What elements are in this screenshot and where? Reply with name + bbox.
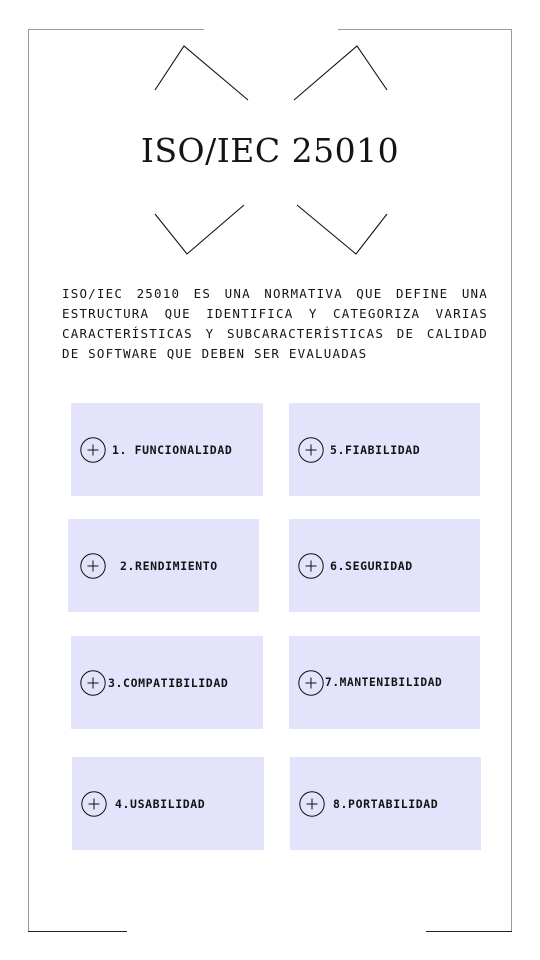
card-rendimiento[interactable] [68,519,259,612]
card-label: 7.MANTENIBILIDAD [325,676,443,689]
chevron-top-right [294,46,387,100]
card-funcionalidad[interactable] [71,403,263,496]
frame-bottom-right-line [426,931,512,932]
card-portabilidad[interactable] [290,757,481,850]
card-label: 5.FIABILIDAD [330,442,421,457]
plus-circle-icon [299,791,325,817]
plus-circle-icon [298,670,324,696]
card-label: 3.COMPATIBILIDAD [108,675,229,690]
card-seguridad[interactable] [289,519,480,612]
chevron-top-left [155,46,248,100]
card-label: 8.PORTABILIDAD [333,796,439,811]
plus-circle-icon [80,670,106,696]
page-description: ISO/IEC 25010 ES UNA NORMATIVA QUE DEFINE UNA ESTRUCTURA QUE IDENTIFICA Y CATEGORIZA VARIAS CARACTERÍSTICAS Y SUBCARACTERÍSTICAS DE CALIDAD DE SOFTWARE QUE DEBEN SER EVALUADAS [62,286,488,361]
card-usabilidad[interactable] [72,757,264,850]
card-label: 1. FUNCIONALIDAD [112,442,233,457]
card-label: 6.SEGURIDAD [330,558,413,573]
plus-circle-icon [298,437,324,463]
plus-circle-icon [80,553,106,579]
plus-circle-icon [81,791,107,817]
plus-circle-icon [298,553,324,579]
card-fiabilidad[interactable] [289,403,480,496]
card-label: 4.USABILIDAD [115,796,206,811]
chevron-bottom-left [155,205,244,254]
plus-circle-icon [80,437,106,463]
page-title: ISO/IEC 25010 [140,131,400,170]
chevron-bottom-right [297,205,387,254]
card-mantenibilidad[interactable] [289,636,480,729]
card-label: 2.RENDIMIENTO [120,558,218,573]
frame-bottom-left-line [28,931,127,932]
card-compatibilidad[interactable] [71,636,263,729]
